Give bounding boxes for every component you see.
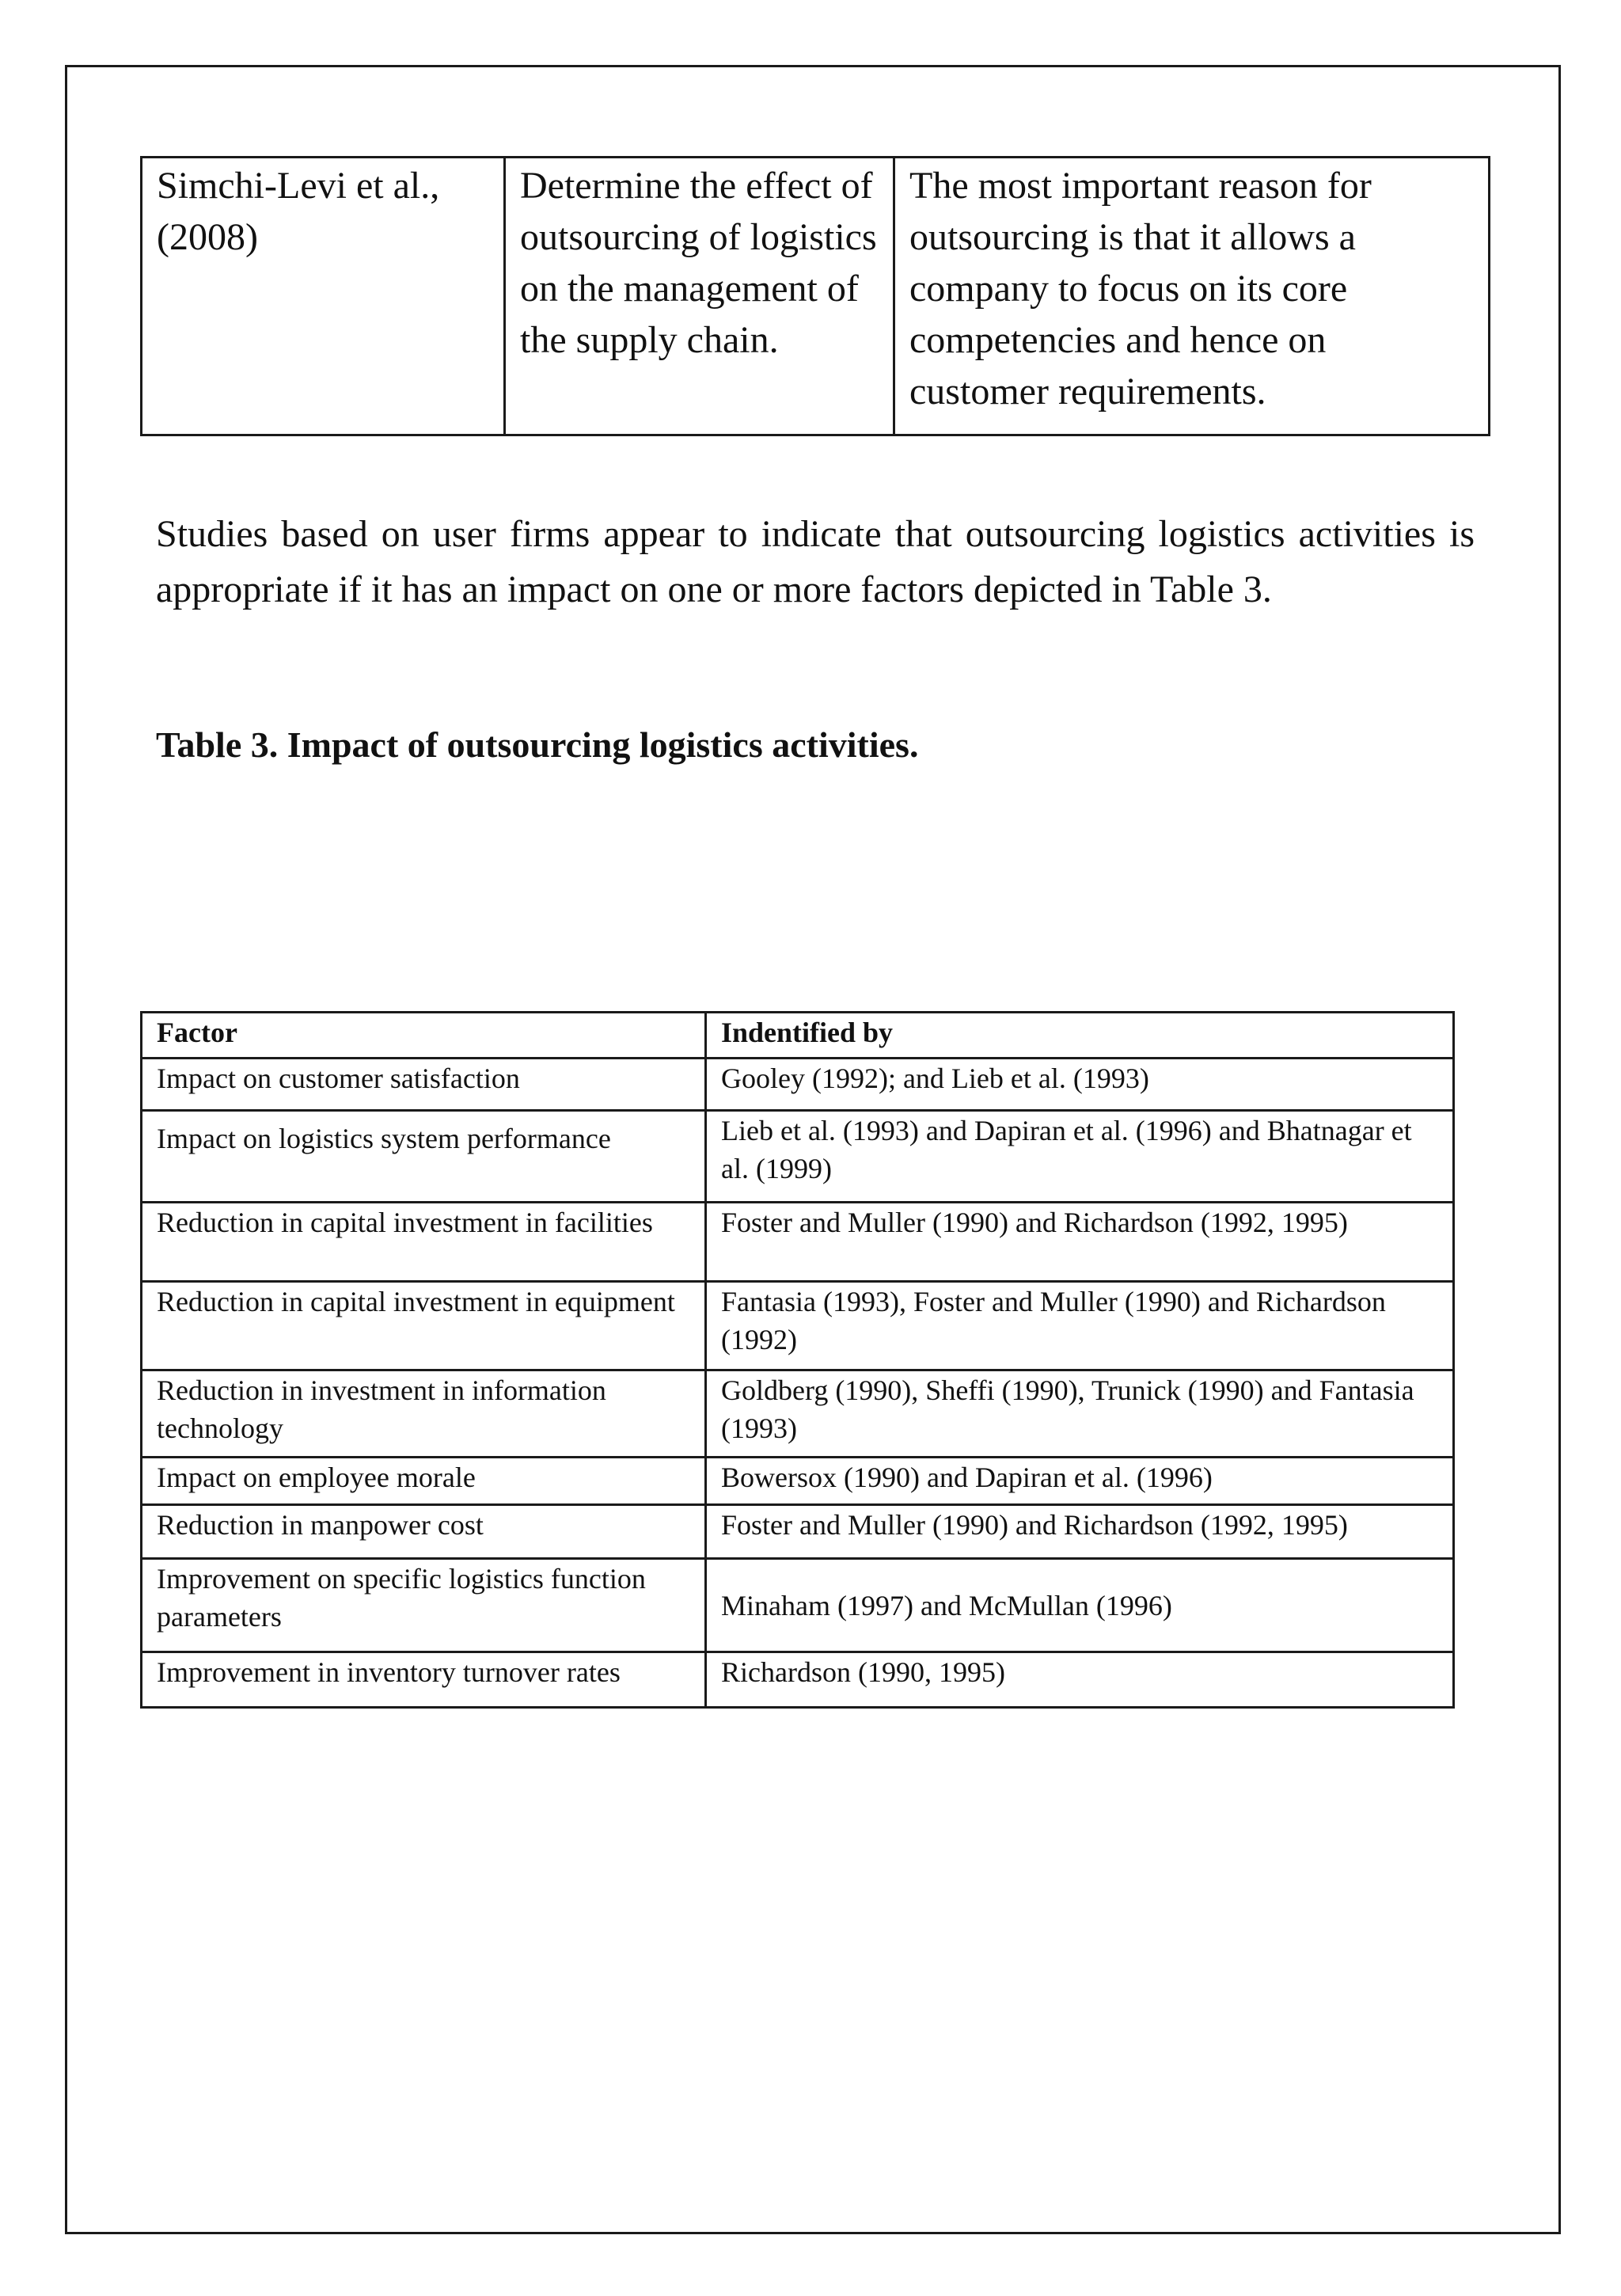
factor-cell: Reduction in investment in information technology <box>142 1370 706 1458</box>
table-row <box>142 1370 1454 1458</box>
identified-by-cell: Foster and Muller (1990) and Richardson (1992, 1995) <box>706 1505 1454 1559</box>
continuation-table <box>140 156 1490 436</box>
factor-cell: Impact on employee morale <box>142 1458 706 1505</box>
factor-table <box>140 1011 1455 1709</box>
identified-by-cell: Gooley (1992); and Lieb et al. (1993) <box>706 1059 1454 1111</box>
factor-cell: Impact on logistics system performance <box>142 1111 706 1203</box>
body-paragraph: Studies based on user firms appear to indicate that outsourcing logistics activities is appropriate if it has an impact on one or more factors depicted in Table 3. <box>156 513 1475 610</box>
table-row <box>142 1203 1454 1282</box>
factor-cell: Reduction in capital investment in equipment <box>142 1282 706 1370</box>
table-row <box>142 1282 1454 1370</box>
finding-cell: The most important reason for outsourcing is that it allows a company to focus on its core competencies and hence on customer requirements. <box>894 158 1490 435</box>
table-row <box>142 1059 1454 1111</box>
header-identified-by: Indentified by <box>706 1013 1454 1059</box>
identified-by-cell: Richardson (1990, 1995) <box>706 1652 1454 1708</box>
factor-cell: Improvement on specific logistics function parameters <box>142 1559 706 1652</box>
identified-by-cell: Minaham (1997) and McMullan (1996) <box>706 1559 1454 1652</box>
table-caption: Table 3. Impact of outsourcing logistics activities. <box>156 724 919 765</box>
identified-by-cell: Bowersox (1990) and Dapiran et al. (1996) <box>706 1458 1454 1505</box>
identified-by-cell: Goldberg (1990), Sheffi (1990), Trunick (1990) and Fantasia (1993) <box>706 1370 1454 1458</box>
study-cell: Simchi-Levi et al., (2008) <box>142 158 505 435</box>
factor-cell: Reduction in capital investment in facilities <box>142 1203 706 1282</box>
aim-cell: Determine the effect of outsourcing of logistics on the management of the supply chain. <box>505 158 894 435</box>
table-row <box>142 1111 1454 1203</box>
table-row <box>142 1458 1454 1505</box>
table-row <box>142 1559 1454 1652</box>
table-row <box>142 158 1490 435</box>
header-factor: Factor <box>142 1013 706 1059</box>
factor-cell: Impact on customer satisfaction <box>142 1059 706 1111</box>
identified-by-cell: Fantasia (1993), Foster and Muller (1990) and Richardson (1992) <box>706 1282 1454 1370</box>
identified-by-cell: Lieb et al. (1993) and Dapiran et al. (1996) and Bhatnagar et al. (1999) <box>706 1111 1454 1203</box>
identified-by-cell: Foster and Muller (1990) and Richardson (1992, 1995) <box>706 1203 1454 1282</box>
table-header-row <box>142 1013 1454 1059</box>
factor-cell: Improvement in inventory turnover rates <box>142 1652 706 1708</box>
table-row <box>142 1505 1454 1559</box>
table-row <box>142 1652 1454 1708</box>
factor-cell: Reduction in manpower cost <box>142 1505 706 1559</box>
